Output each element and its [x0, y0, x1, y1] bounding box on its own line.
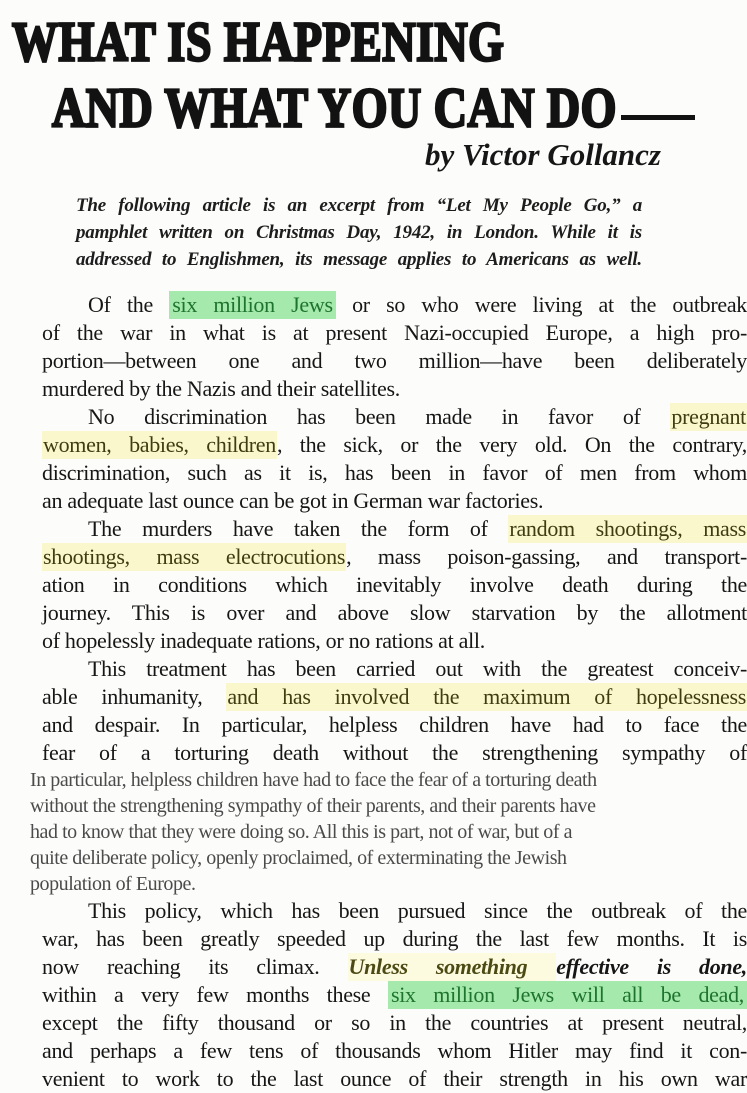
text-segment: discrimination, such as it is, has been in favor of men from whom: [42, 460, 747, 485]
text-segment: now reaching its climax.: [42, 954, 348, 979]
text-segment: In particular, helpless children have had to face the fear of a torturing death: [30, 769, 597, 791]
text-segment: No discrimination has been made in favor of: [88, 404, 671, 429]
text-segment: war, has been greatly speeded up during the last few months. It is: [42, 926, 747, 951]
text-segment: without the strengthening sympathy of their parents, and their parents have: [30, 795, 596, 817]
text-line: [42, 543, 747, 571]
text-line: [42, 515, 747, 543]
text-segment: ation in conditions which inevitably involve death during the: [42, 572, 747, 597]
text-segment: and despair. In particular, helpless children have had to face the: [42, 712, 747, 737]
highlight-yellow: random shootings, mass: [509, 516, 747, 541]
text-segment: , the sick, or the very old. On the contrary,: [276, 432, 747, 457]
text-line: [42, 599, 747, 627]
page-title-line1: WHAT IS HAPPENING: [12, 10, 505, 73]
inserted-text-block: [30, 767, 747, 897]
text-segment: able inhumanity,: [42, 684, 227, 709]
text-segment: The following article is an excerpt from “Let My People Go,” a: [76, 195, 642, 216]
text-line: [76, 246, 642, 273]
text-line: [42, 347, 747, 375]
page-title-line2: AND WHAT YOU CAN DO: [52, 76, 617, 139]
text-line: [42, 683, 747, 711]
text-segment: journey. This is over and above slow starvation by the allotment: [42, 600, 747, 625]
text-segment: This policy, which has been pursued since the outbreak of the: [88, 898, 747, 923]
text-line: [30, 871, 747, 897]
text-line: [42, 431, 747, 459]
text-line: [42, 319, 747, 347]
text-line: [42, 897, 747, 925]
text-segment: an adequate last ounce can be got in German war factories.: [42, 488, 544, 513]
text-line: [42, 981, 747, 1009]
highlight-yellow: pregnant: [671, 404, 746, 429]
text-segment: The murders have taken the form of: [88, 516, 509, 541]
text-line: [42, 487, 747, 515]
text-segment: , mass poison-gassing, and transport-: [346, 544, 747, 569]
text-segment: of hopelessly inadequate rations, or no rations at all.: [42, 628, 485, 653]
text-line: [76, 219, 642, 246]
text-line: [30, 767, 747, 793]
text-segment: venient to work to the last ounce of their strength in his own war: [42, 1066, 747, 1091]
paragraph: [42, 655, 747, 767]
text-line: [30, 793, 747, 819]
text-line: [42, 1037, 747, 1065]
text-line: [42, 627, 747, 655]
text-line: [42, 655, 747, 683]
text-segment: fear of a torturing death without the strengthening sympathy of: [42, 740, 747, 765]
text-line: [30, 845, 747, 871]
document-header: [0, 0, 747, 176]
highlight-yellow: and has involved the maximum of hopelessness: [227, 684, 747, 709]
text-line: [42, 571, 747, 599]
highlight-green: six million Jews: [169, 291, 335, 319]
paragraph: [42, 897, 747, 1093]
text-segment: addressed to Englishmen, its message applies to Americans as well.: [76, 249, 642, 270]
text-line: [42, 1065, 747, 1093]
text-segment: population of Europe.: [30, 873, 196, 895]
paragraph: [42, 403, 747, 515]
intro-paragraph: [76, 192, 642, 273]
text-line: [30, 819, 747, 845]
highlight-green: six million Jews will all be dead,: [388, 981, 747, 1009]
text-line: [76, 192, 642, 219]
text-segment: or so who were living at the outbreak: [335, 292, 747, 317]
byline: by Victor Gollancz: [425, 137, 661, 172]
text-line: [42, 711, 747, 739]
text-line: [42, 739, 747, 767]
emphasis-bold-italic: effective is done,: [556, 954, 747, 979]
text-line: [42, 925, 747, 953]
text-segment: and perhaps a few tens of thousands whom Hitler may find it con-: [42, 1038, 747, 1063]
paragraph: [42, 291, 747, 403]
highlight-yellow: women, babies, children: [43, 432, 276, 457]
text-segment: This treatment has been carried out with the greatest conceiv-: [88, 656, 747, 681]
text-segment: pamphlet written on Christmas Day, 1942, in London. While it is: [76, 222, 642, 243]
text-segment: had to know that they were doing so. All this is part, not of war, but of a: [30, 821, 573, 843]
text-line: [42, 403, 747, 431]
page-title-line2-row: [52, 74, 747, 139]
text-segment: murdered by the Nazis and their satellites.: [42, 376, 400, 401]
title-underscore-rule: [621, 115, 695, 120]
text-segment: except the fifty thousand or so in the countries at present neutral,: [42, 1010, 747, 1035]
paragraph: [42, 515, 747, 655]
text-segment: of the war in what is at present Nazi-occupied Europe, a high pro-: [42, 320, 747, 345]
article-body: [30, 291, 747, 1093]
highlight-yellow-italic: Unless something: [348, 954, 556, 979]
text-segment: portion—between one and two million—have been deliberately: [42, 348, 747, 373]
highlight-yellow: shootings, mass electrocutions: [43, 544, 346, 569]
text-line: [42, 291, 747, 319]
text-line: [42, 375, 747, 403]
text-segment: quite deliberate policy, openly proclaimed, of exterminating the Jewish: [30, 847, 567, 869]
text-segment: Of the: [88, 292, 170, 317]
text-line: [42, 1009, 747, 1037]
text-segment: within a very few months these: [42, 982, 388, 1007]
text-line: [42, 459, 747, 487]
text-line: [42, 953, 747, 981]
